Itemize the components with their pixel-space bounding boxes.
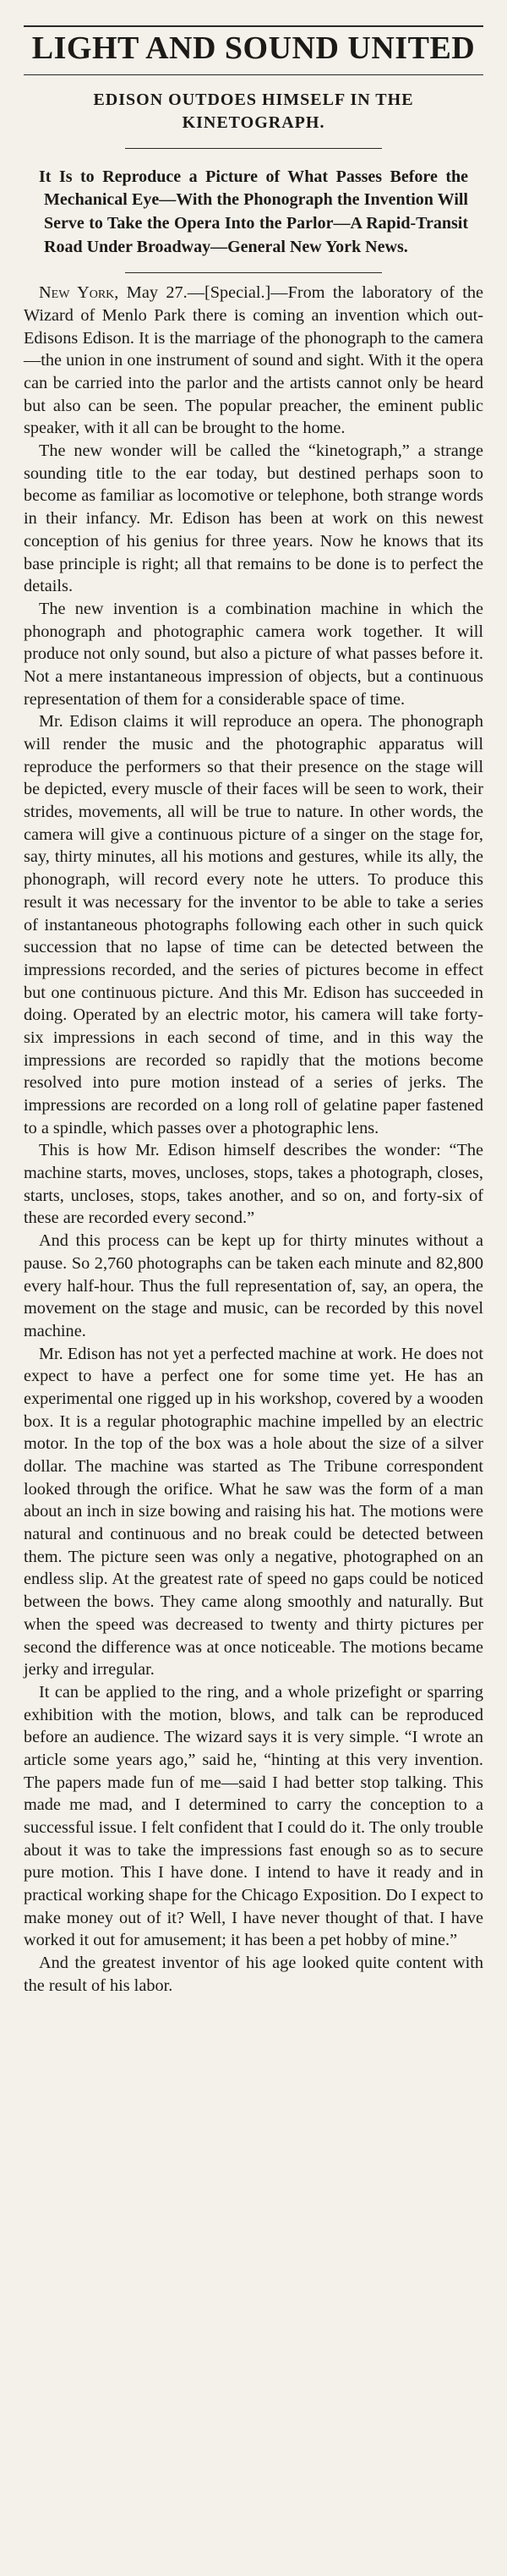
paragraph-3: The new invention is a combination machine in which the phonograph and photographic camera work together. It will produce not only sound, but also a picture of what passes before it. Not a mere instantaneous impression of objects, but a continuous representation of them for a considerable space of time. [24,599,483,709]
paragraph-4: Mr. Edison claims it will reproduce an opera. The phonograph will render the music and the photographic apparatus will reproduce the performers so that their presence on the stage will be depicted, every muscle of their faces will be seen to work, their strides, movements, all will be true to nature. In other words, the camera will give a continuous picture of a singer on the stage for, say, thirty minutes, all his motions and gestures, while its ally, the phonograph, will record every note he utters. To produce this result it was necessary for the inventor to be able to take a series of instantaneous photographs following each other in such quick succession that no lapse of time can be detected between the impressions recorded, and the series of pictures become in effect but one continuous picture. And this Mr. Edison has succeeded in doing. Operated by an electric motor, his camera will take forty-six impressions in each second of time, and in this way the impressions are recorded so rapidly that the motions become resolved into pure motion instead of a series of jerks. The impressions are recorded on a long roll of gelatine paper fastened to a spindle, which passes over a photographic lens. [24,712,483,1137]
paragraph-9: And the greatest inventor of his age looked quite content with the result of his labor. [24,1954,483,1995]
section-rule-2 [125,272,382,273]
article-body [24,282,483,1997]
subheadline: EDISON OUTDOES HIMSELF IN THE KINETOGRAPH. [93,90,414,132]
headline-rule [24,74,483,75]
headline: LIGHT AND SOUND UNITED [31,30,476,66]
paragraph-6: And this process can be kept up for thirty minutes without a pause. So 2,760 photographs can be taken each minute and 82,800 every half-hour. Thus the full representation of, say, an opera, the movement on the stage and music, can be recorded by this novel machine. [24,1231,483,1340]
paragraph-1 [24,282,483,440]
dateline: New York, [39,283,119,303]
paragraph-1-text: May 27.—[Special.]—From the laboratory of the Wizard of Menlo Park there is coming an invention which out-Edisons Edison. It is the marriage of the phonograph to the camera—the union in one instrument of sound and sight. With it the opera can be carried into the parlor and the artists cannot only be heard but also can be seen. The popular preacher, the eminent public speaker, with it all can be brought to the home. [24,283,483,438]
deck: It Is to Reproduce a Picture of What Passes Before the Mechanical Eye—With the Phonograph the Invention Will Serve to Take the Opera Into the Parlor—A Rapid-Transit Road Under Broadway—General New York News. [39,167,468,256]
paragraph-2: The new wonder will be called the “kinetograph,” a strange sounding title to the ear today, but destined perhaps soon to become as familiar as locomotive or telephone, both strange words in their infancy. Mr. Edison has been at work on this newest conception of his genius for three years. Now he knows that its base principle is right; all that remains to be done is to perfect the details. [24,441,483,596]
section-rule [125,148,382,149]
paragraph-7: Mr. Edison has not yet a perfected machine at work. He does not expect to have a perfect one for some time yet. He has an experimental one rigged up in his workshop, covered by a wooden box. It is a regular photographic machine impelled by an electric motor. In the top of the box was a hole about the size of a silver dollar. The machine was started as The Tribune correspondent looked through the orifice. What he saw was the form of a man about an inch in size bowing and raising his hat. The motions were natural and continuous and no break could be detected between them. The picture seen was only a negative, photographed on an endless slip. At the greatest rate of speed no gaps could be noticed between the bows. They came along smoothly and naturally. But when the speed was decreased to twenty and thirty pictures per second the difference was at once noticeable. The motions became jerky and irregular. [24,1344,483,1680]
paragraph-8: It can be applied to the ring, and a whole prizefight or sparring exhibition with the motion, blows, and talk can be reproduced before an audience. The wizard says it is very simple. “I wrote an article some years ago,” said he, “hinting at this very invention. The papers made fun of me—said I had better stop talking. This made me mad, and I determined to carry the conception to a successful issue. I felt confident that I could do it. The only trouble about it was to take the impressions fast enough so as to secure pure motion. This I have done. I intend to have it ready and in practical working shape for the Chicago Exposition. Do I expect to make money out of it? Well, I have never thought of that. I have worked it out for amusement; it has been a pet hobby of mine.” [24,1682,483,1950]
paragraph-5: This is how Mr. Edison himself describes the wonder: “The machine starts, moves, uncloses, stops, takes a photograph, closes, starts, uncloses, stops, takes another, and so on, and forty-six of these are recorded every second.” [24,1141,483,1228]
top-rule [24,25,483,27]
